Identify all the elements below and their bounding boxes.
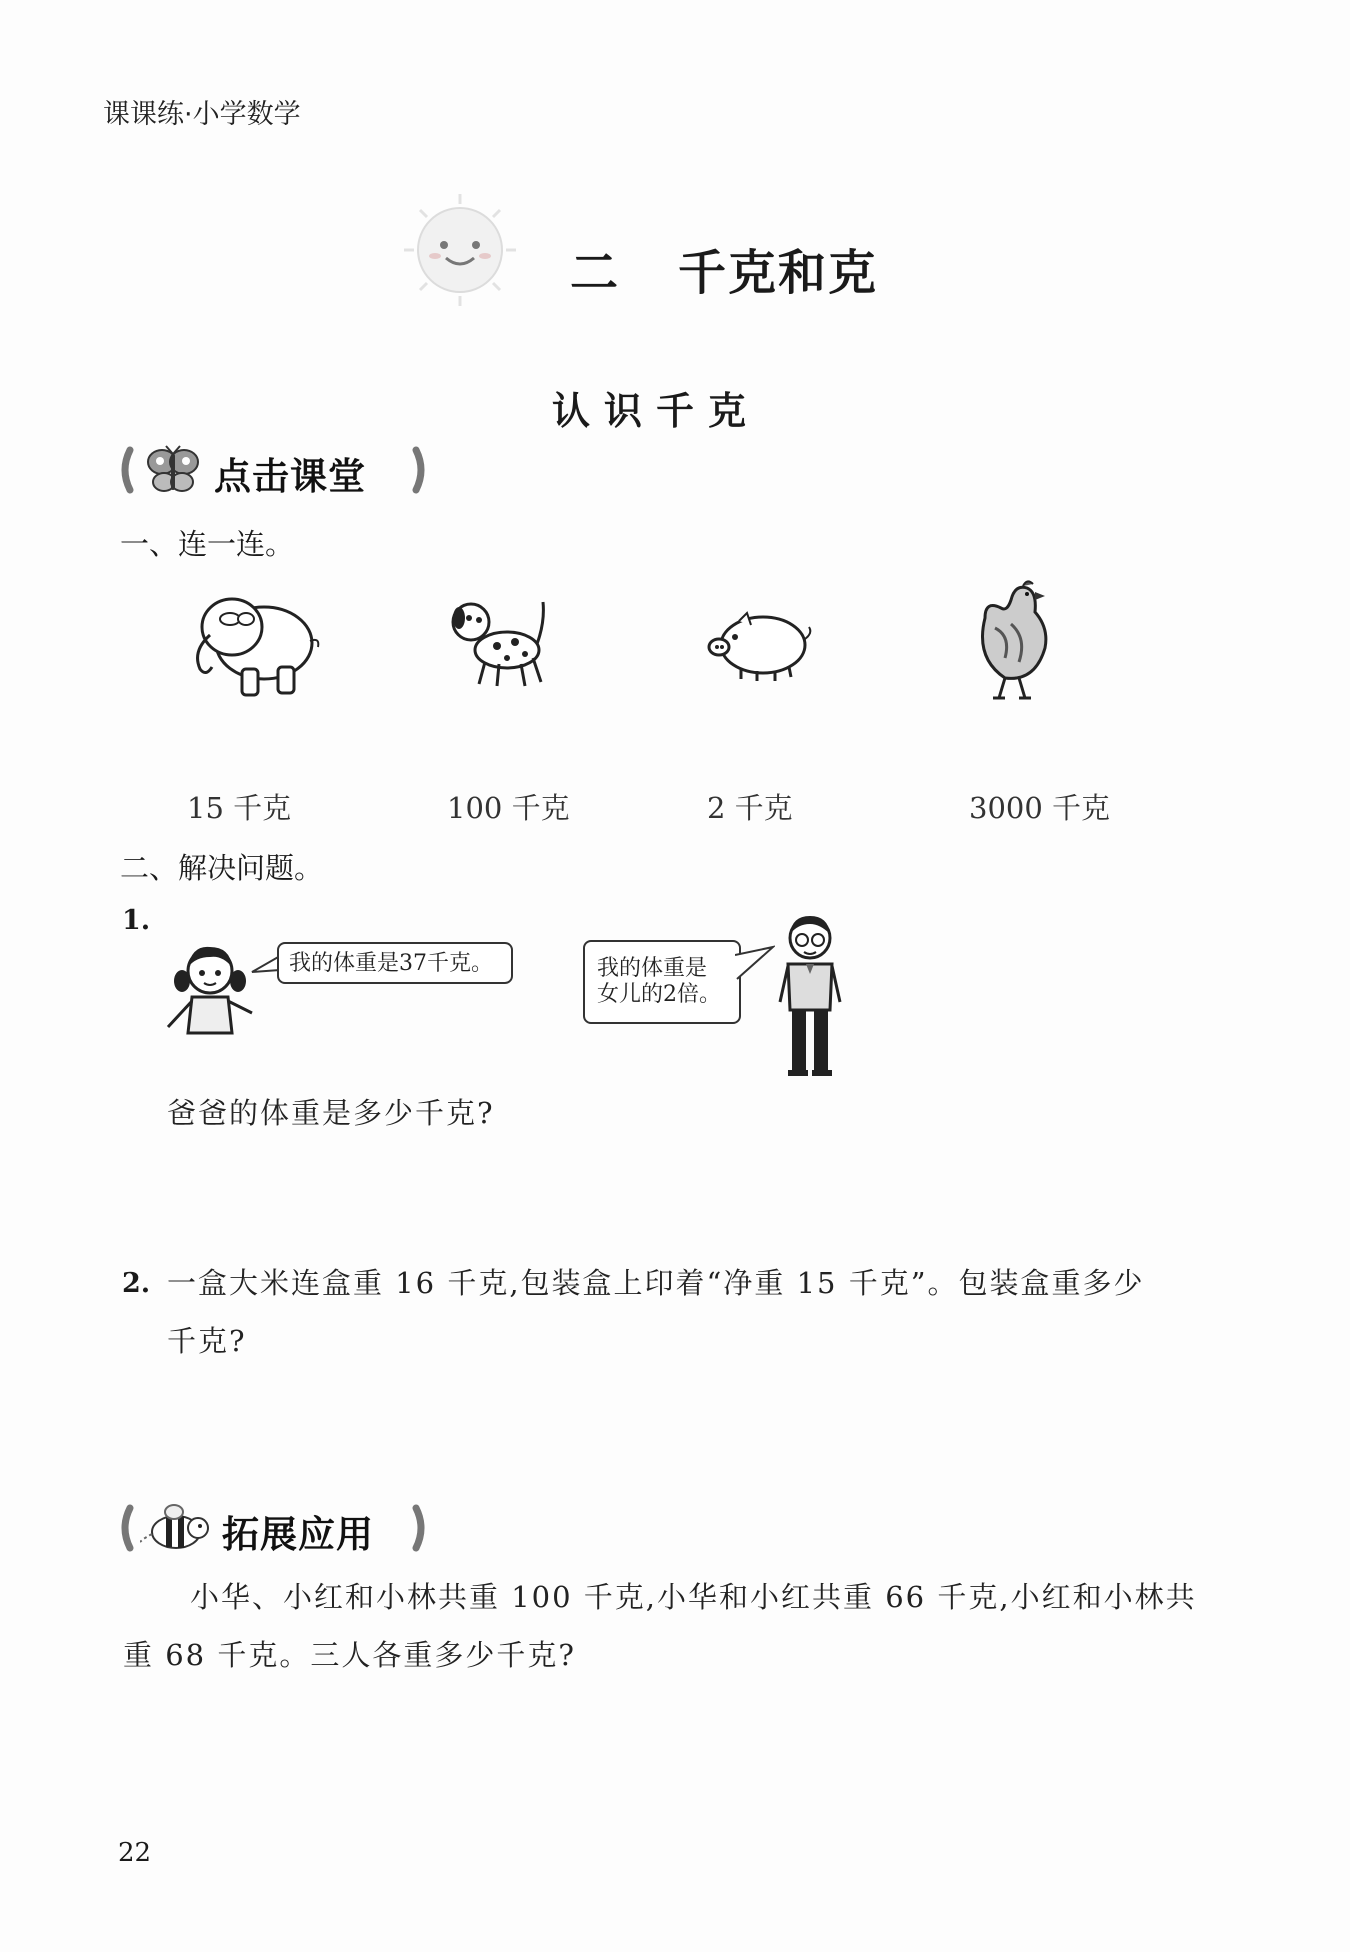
page-header: 课课练·小学数学 [103, 99, 301, 130]
father-speech-line: 女儿的2倍。 [597, 982, 721, 1007]
butterfly-icon [144, 444, 202, 496]
girl-speech-bubble: 我的体重是37千克。 [277, 942, 513, 984]
q2-line: 千克? [167, 1324, 247, 1358]
section2-title: 二、解决问题。 [120, 851, 324, 885]
extension-banner-text: 拓展应用 [222, 1513, 374, 1556]
weight-option: 3000 千克 [969, 791, 1111, 825]
question-number: 2. [122, 1268, 151, 1299]
classroom-banner-text: 点击课堂 [214, 455, 366, 498]
chapter-number: 二 [570, 245, 621, 301]
q1-question: 爸爸的体重是多少千克? [167, 1096, 495, 1130]
extension-banner [118, 1500, 428, 1556]
father-speech-line: 我的体重是 [597, 956, 708, 981]
weight-option: 2 千克 [707, 791, 793, 825]
father-icon [770, 910, 850, 1080]
q2-line: 一盒大米连盒重 16 千克,包装盒上印着“净重 15 千克”。包装盒重多少 [167, 1266, 1145, 1300]
dog-icon [445, 592, 555, 692]
lesson-title: 认识千克 [552, 389, 761, 433]
chapter-name: 千克和克 [678, 245, 879, 301]
extension-line: 小华、小红和小林共重 100 千克,小华和小红共重 66 千克,小红和小林共 [190, 1580, 1197, 1614]
section1-title: 一、连一连。 [120, 527, 295, 561]
page-number: 22 [118, 1838, 152, 1868]
speech-pointer-icon [250, 950, 280, 980]
chapter-title [570, 234, 878, 303]
bee-icon [140, 1502, 210, 1554]
classroom-banner [118, 442, 428, 498]
girl-icon [162, 935, 262, 1035]
father-speech-bubble [583, 940, 741, 1024]
speech-pointer-icon [735, 945, 775, 985]
chicken-icon [965, 578, 1060, 703]
elephant-icon [182, 585, 322, 700]
pig-icon [705, 605, 815, 685]
weight-option: 15 千克 [187, 791, 292, 825]
weight-option: 100 千克 [447, 791, 570, 825]
question-number: 1. [122, 905, 151, 936]
sun-icon [400, 190, 520, 310]
extension-line: 重 68 千克。三人各重多少千克? [123, 1638, 576, 1672]
